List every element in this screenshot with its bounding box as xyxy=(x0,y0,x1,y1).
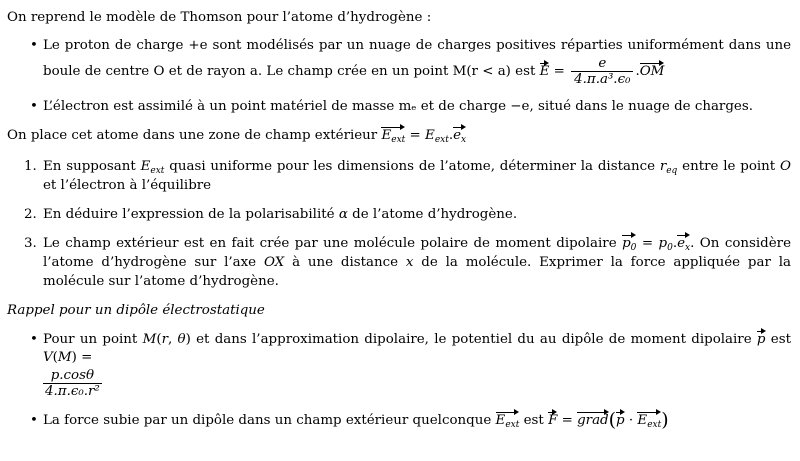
question-text: et l’électron à l’équilibre xyxy=(43,178,212,193)
rappel-text: et dans l’approximation dipolaire, le potentiel du au dipôle de moment dipolaire xyxy=(196,332,752,347)
rappel-text: Pour un point xyxy=(43,332,138,347)
unit-vector-ex: $e_x$ xyxy=(677,236,691,253)
external-field-paragraph: On place cet atome dans une zone de champ extérieur $E_{ext} = E_{ext}.e_x$ xyxy=(7,128,467,145)
electron-bullet: • L’électron est assimilé à un point matériel de masse mₑ et de charge −e, situé dans le nuage de charges. xyxy=(43,97,791,116)
fraction-denominator: 4.π.ϵ₀.r² xyxy=(45,384,100,399)
question-3: 3. Le champ extérieur est en fait crée par une molécule polaire de moment dipolaire $p_0 = p_0.e_x$. On considère l’atome d’hydrogène sur l’axe OX à une distance x de la molécule. Exprimer la force appliquée par la molécule sur l’atome d’hydrogène. xyxy=(24,236,792,289)
question-text: En déduire l’expression de la polarisabilité xyxy=(43,207,335,222)
fraction-numerator: p.cosθ xyxy=(50,368,95,383)
rappel-potential-bullet: • Pour un point M(r, θ) et dans l’approximation dipolaire, le potentiel du au dipôle de moment dipolaire p est V(M) = $\frac{p.\cos\theta}{\text{4.π.ϵ₀.r²}}$ xyxy=(43,331,791,401)
question-text: de la molécule. Exprimer la force appliquée par la molécule sur l’atome d’hydrogène. xyxy=(43,255,791,289)
model-bullet-list xyxy=(7,36,791,116)
rappel-force-bullet: • La force subie par un dipôle dans un champ extérieur quelconque $E_{ext}$ est F = grad(p · $E_{ext}$) xyxy=(43,411,791,430)
question-text: quasi uniforme pour les dimensions de l’atome, déterminer la distance xyxy=(169,159,655,174)
question-text: En supposant xyxy=(43,159,136,174)
rappel-text: La force subie par un dipôle dans un champ extérieur quelconque xyxy=(43,413,492,428)
question-list xyxy=(7,157,791,291)
vector-E-ext: $E_{ext}$ xyxy=(637,413,662,430)
question-text: entre le point xyxy=(682,159,776,174)
vector-p0: $p_0$ xyxy=(622,236,637,253)
vector-OM: OM xyxy=(639,64,665,79)
question-text: de l’atome d’hydrogène. xyxy=(352,207,518,222)
question-text: Le champ extérieur est en fait crée par une molécule polaire de moment dipolaire xyxy=(43,236,617,251)
field-vector-E: E xyxy=(539,64,550,79)
proton-field-fraction xyxy=(571,56,633,87)
rappel-bullet-list xyxy=(7,331,791,430)
vector-p: p xyxy=(616,413,625,428)
question-2: 2. En déduire l’expression de la polarisabilité α de l’atome d’hydrogène. xyxy=(24,207,518,222)
rappel-heading: Rappel pour un dipôle électrostatique xyxy=(7,303,265,318)
vector-F: F xyxy=(548,413,558,428)
vector-p: p xyxy=(756,332,766,347)
proton-field-formula: E = $\frac{e}{\text{4.π.a³.ϵ₀}}$ .OM xyxy=(539,56,665,87)
rappel-text: est xyxy=(523,413,544,428)
fraction-numerator: e xyxy=(598,56,607,71)
fraction-denominator: 4.π.a³.ϵ₀ xyxy=(571,71,633,87)
grad-operator: grad xyxy=(577,413,609,428)
proton-text: Le proton de charge +e sont modélisés par un nuage de charges positives réparties uniformément dans une boule de centre O et de rayon a. Le champ crée en un point M(r < a) est xyxy=(43,38,791,79)
intro-paragraph: On reprend le modèle de Thomson pour l’atome d’hydrogène : xyxy=(7,10,432,25)
vector-E-ext: $E_{ext}$ xyxy=(381,128,406,145)
question-number: 2. xyxy=(24,207,37,222)
rappel-text: est xyxy=(770,332,791,347)
vector-E-ext: $E_{ext}$ xyxy=(495,413,520,430)
question-text: à une distance xyxy=(292,255,399,270)
question-number: 1. xyxy=(24,159,37,174)
question-number: 3. xyxy=(24,236,37,251)
question-1: 1. En supposant $E_{ext}$ quasi uniforme pour les dimensions de l’atome, déterminer la distance $r_{eq}$ entre le point O et l’électron à l’équilibre xyxy=(24,159,791,193)
proton-bullet xyxy=(43,36,791,87)
external-field-text: On place cet atome dans une zone de champ extérieur xyxy=(7,128,378,143)
potential-fraction xyxy=(43,368,102,399)
question-text: On considère l’atome d’hydrogène sur l’axe xyxy=(43,236,792,270)
unit-vector-ex: $e_x$ xyxy=(453,128,467,145)
